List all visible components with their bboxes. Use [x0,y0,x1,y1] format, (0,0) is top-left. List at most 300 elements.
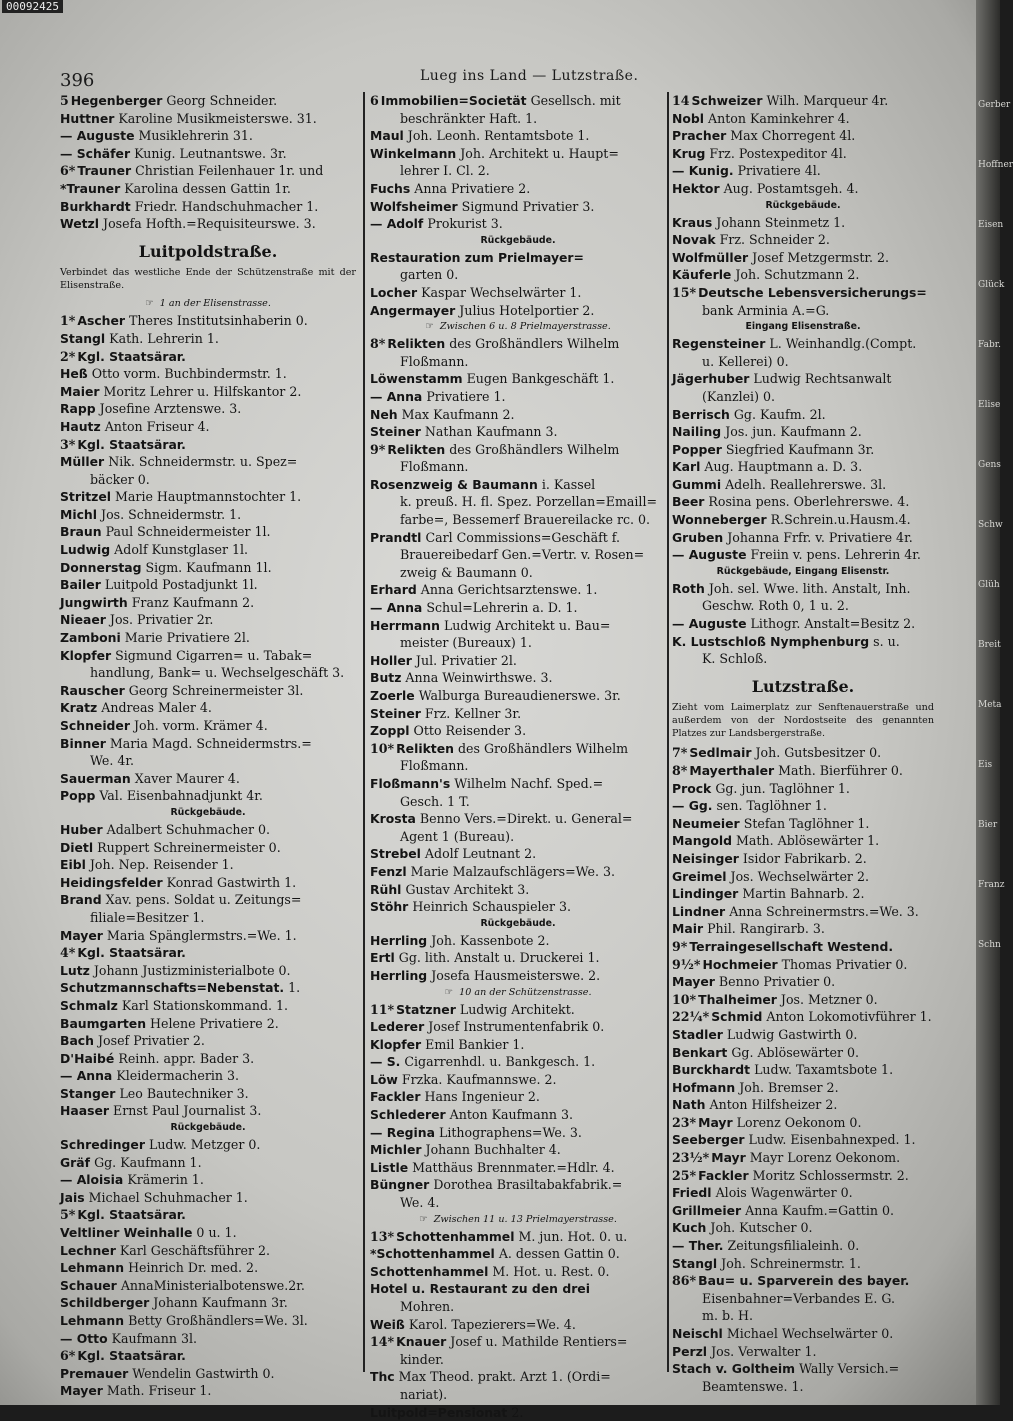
edge-fragment: Gens [978,460,1001,470]
entry-continuation: lehrer I. Cl. 2. [400,163,490,179]
directory-entry [370,932,666,950]
directory-entry [672,1219,934,1237]
entry-detail: Math. Bierführer 0. [778,763,903,778]
entry-name: Terraingesellschaft Westend. [689,938,894,954]
entry-continuation: Eisenbahner=Verbandes E. G. [702,1290,895,1306]
directory-entry [60,699,356,717]
entry-detail: Joh. Kassenbote 2. [431,932,550,948]
entry-name: Zoerle [370,688,415,703]
directory-entry [672,1079,934,1097]
directory-entry [370,284,666,302]
entry-name: Popper [672,441,722,457]
directory-entry [60,1347,356,1365]
entry-name: Stangl [60,330,106,346]
entry-detail: Joh. Leonh. Rentamtsbote 1. [407,128,590,144]
entry-name: Zamboni [60,630,121,646]
entry-detail: Wendelin Gastwirth 0. [132,1365,275,1381]
entry-detail: Georg Schneider. [166,93,278,108]
entry-name: Haaser [60,1103,109,1119]
entry-name: Pracher [672,128,727,144]
entry-name: Rosenzweig & Baumann [370,476,538,492]
adjacent-page-edge [976,0,1013,1405]
entry-name: Gruben [672,529,724,545]
entry-name: Schauer [60,1277,117,1293]
entry-name: Luitpold=Pensionat [370,1404,508,1420]
entry-detail: des Großhändlers Wilhelm [449,336,620,352]
location-hint-text: 10 an der Schützenstrasse. [459,986,592,998]
directory-entry [370,476,666,494]
entry-name: Schlederer [370,1107,446,1123]
entry-name: Locher [370,284,418,300]
entry-detail: Walburga Bureaudienerswe. 3r. [418,688,621,703]
directory-entry [370,845,666,863]
entry-detail: Nik. Schneidermstr. u. Spez= [108,454,298,470]
entry-detail: Johann Kaufmann 3r. [153,1295,288,1311]
street-description: Zieht vom Laimerplatz zur Senftenauerstraße und außerdem von der Nordostseite des genannten Platzes zur Landsbergerstraße. [672,702,934,740]
directory-entry [672,1167,934,1185]
building-subheading: Rückgebäude. [170,1122,246,1134]
entry-name: Lehmann [60,1313,125,1328]
entry-name: Nobl [672,110,704,126]
directory-entry [672,1202,934,1220]
entry-name: Mangold [672,833,733,849]
entry-name: Hautz [60,418,101,434]
entry-detail: Kunig. Leutnantswe. 3r. [134,145,287,161]
directory-entry [672,1360,934,1378]
entry-name: Schildberger [60,1295,150,1311]
entry-name: Prock [672,780,712,796]
entry-name: Knauer [396,1334,447,1350]
entry-name: Neh [370,406,398,422]
house-number: 15* [672,284,697,300]
entry-detail: Lithogr. Anstalt=Besitz 2. [750,616,916,632]
directory-entry [672,423,934,441]
entry-name: — Anna [370,600,423,616]
entry-name: Lindner [672,903,726,919]
entry-name: Lehmann [60,1260,125,1276]
entry-name: Schneider [60,718,130,733]
entry-detail: Joh. Schreinermstr. 1. [721,1255,861,1271]
entry-continuation: u. Kellerei) 0. [702,353,789,369]
house-number: 11* [370,1001,395,1017]
directory-entry [370,1316,666,1334]
entry-detail: Jos. Verwalter 1. [711,1343,817,1359]
entry-continuation: beschränkter Haft. 1. [400,110,538,126]
house-number: 14 [672,93,690,108]
entry-name: Restauration zum Prielmayer= [370,249,584,265]
directory-entry [672,797,934,815]
directory-entry [370,705,666,723]
entry-detail: Friedr. Handschuhmacher 1. [134,198,319,214]
entry-name: Rühl [370,881,402,897]
house-number: 3* [60,436,76,452]
entry-detail: AnnaMinisterialbotenswe.2r. [120,1277,305,1293]
entry-detail: Adalbert Schuhmacher 0. [106,821,271,837]
entry-detail: Michael Wechselwärter 0. [726,1326,894,1341]
entry-detail: Joh. Nep. Reisender 1. [89,857,234,873]
entry-name: Käuferle [672,267,732,283]
directory-entry [60,891,356,909]
entry-name: Friedl [672,1185,712,1201]
directory-entry [60,1224,356,1242]
entry-name: Donnerstag [60,559,142,575]
directory-entry [370,1088,666,1106]
entry-name: Lechner [60,1242,116,1258]
directory-entry [60,1102,356,1120]
entry-name: Maier [60,383,100,399]
entry-name: Wolfsheimer [370,198,458,214]
directory-entry [60,717,356,735]
entry-detail: Michael Schuhmacher 1. [88,1189,248,1205]
directory-entry [672,780,934,798]
entry-detail: Josefine Arztenswe. 3. [99,401,242,417]
entry-name: Maul [370,128,404,144]
entry-detail: Nathan Kaufmann 3. [424,424,558,440]
directory-entry [672,1255,934,1273]
entry-detail: Gg. lith. Anstalt u. Druckerei 1. [398,950,600,966]
directory-entry [370,687,666,705]
entry-name: Kratz [60,700,98,716]
column-1 [60,92,356,1400]
pointing-hand-icon: ☞ [444,986,454,998]
directory-entry [672,938,934,956]
directory-entry [60,127,356,145]
entry-detail: 1. [288,980,301,996]
entry-detail: Theres Institutsinhaberin 0. [129,313,308,329]
directory-entry [60,944,356,962]
directory-entry [60,348,356,366]
entry-name: Klopfer [370,1036,422,1052]
directory-entry [60,1277,356,1295]
entry-name: Relikten [387,336,446,352]
entry-name: Schutzmannschafts=Nebenstat. [60,980,285,996]
directory-entry [370,1018,666,1036]
entry-name: — Adolf [370,216,424,232]
building-subheading: Rückgebäude. [170,806,246,818]
house-number: 1* [60,313,76,329]
entry-name: Löwenstamm [370,371,463,387]
entry-detail: Xav. pens. Soldat u. Zeitungs= [105,892,302,908]
entry-detail: Ernst Paul Journalist 3. [113,1103,262,1119]
entry-continuation: Agent 1 (Bureau). [400,828,515,844]
entry-detail: Karl Stationskommand. 1. [121,997,289,1013]
directory-entry [60,821,356,839]
entry-continuation: Brauereibedarf Gen.=Vertr. v. Rosen= [400,547,645,563]
scan-id: 00092425 [2,0,63,13]
entry-continuation: k. preuß. H. fl. Spez. Porzellan=Emaill= [400,494,658,510]
entry-name: Schottenhammel [396,1228,515,1244]
directory-entry [60,979,356,997]
entry-name: Lindinger [672,886,739,902]
entry-name: Ertl [370,950,395,966]
entry-detail: Marie Privatiere 2l. [124,630,250,646]
directory-entry [672,511,934,529]
entry-detail: Eugen Bankgeschäft 1. [466,371,615,387]
entry-detail: Max Kaufmann 2. [401,406,515,422]
entry-detail: Musiklehrerin 31. [138,128,253,144]
entry-detail: Ludwig Architekt. [459,1001,575,1017]
directory-entry [672,1096,934,1114]
entry-detail: Kaspar Wechselwärter 1. [421,284,582,300]
entry-detail: Maria Magd. Schneidermstrs.= [109,735,312,751]
directory-entry [672,546,934,564]
entry-detail: Thomas Privatier 0. [781,956,908,972]
directory-entry [370,441,666,459]
entry-name: Prandtl [370,529,422,545]
entry-name: Hofmann [672,1079,736,1095]
entry-name: Steiner [370,424,421,440]
entry-name: Schredinger [60,1137,145,1153]
entry-detail: Helene Privatiere 2. [150,1015,279,1031]
directory-entry [60,180,356,198]
entry-detail: Matthäus Brennmater.=Hdlr. 4. [412,1159,615,1175]
entry-name: — Otto [60,1330,108,1346]
directory-entry [672,266,934,284]
entry-detail: Maria Spänglermstrs.=We. 1. [106,927,297,943]
entry-name: Butz [370,670,402,686]
entry-detail: Kath. Lehrerin 1. [109,330,219,346]
directory-entry [60,576,356,594]
building-subheading: Rückgebäude. [480,917,556,929]
directory-entry [672,231,934,249]
directory-entry [672,850,934,868]
entry-continuation: Floßmann. [400,758,469,774]
entry-detail: Hans Ingenieur 2. [424,1089,540,1105]
entry-name: — Auguste [672,616,747,632]
entry-detail: Isidor Fabrikarb. 2. [742,850,867,866]
directory-entry [672,335,934,353]
entry-detail: Anton Kaminkehrer 4. [708,110,850,126]
entry-name: Immobilien=Societät [380,93,527,108]
house-number: 10* [370,740,395,756]
house-number: 2* [60,348,76,364]
entry-name: Heidingsfelder [60,874,163,890]
entry-detail: des Großhändlers Wilhelm [457,740,629,756]
pointing-hand-icon: ☞ [145,298,154,310]
entry-detail: Frzka. Kaufmannswe. 2. [401,1071,557,1087]
directory-entry [370,881,666,899]
entry-name: Hochmeier [702,956,778,972]
house-number: 7* [672,745,688,761]
directory-entry [672,1272,934,1290]
entry-name: Seeberger [672,1132,745,1148]
entry-name: *Trauner [60,180,121,196]
directory-entry [672,1149,934,1167]
directory-entry [370,599,666,617]
entry-name: Wolfmüller [672,249,749,265]
entry-name: Hegenberger [70,93,163,108]
entry-name: Greimel [672,868,727,884]
directory-entry [60,365,356,383]
entry-name: — Auguste [672,547,747,563]
directory-entry [672,370,934,388]
directory-entry [672,973,934,991]
entry-name: Ascher [77,313,126,329]
directory-entry [370,1001,666,1019]
entry-name: Bailer [60,577,101,593]
entry-continuation: garten 0. [400,267,459,283]
directory-entry [60,997,356,1015]
entry-name: Müller [60,454,105,470]
entry-detail: A. dessen Gattin 0. [498,1246,620,1262]
directory-entry [370,370,666,388]
directory-entry [672,956,934,974]
directory-entry [60,735,356,753]
directory-entry [370,1141,666,1159]
directory-entry [672,991,934,1009]
directory-entry [370,406,666,424]
entry-name: Roth [672,580,705,596]
entry-name: Michler [370,1142,422,1158]
entry-name: Winkelmann [370,145,457,161]
entry-detail: Reinh. appr. Bader 3. [118,1050,255,1066]
directory-entry [370,722,666,740]
entry-detail: Frz. Postexpeditor 4l. [709,145,847,161]
entry-continuation: bäcker 0. [90,471,150,487]
entry-detail: Sigmund Cigarren= u. Tabak= [115,647,313,663]
entry-name: *Schottenhammel [370,1246,495,1262]
house-number: 6* [60,1348,76,1364]
entry-name: Nath [672,1097,706,1113]
entry-name: Fenzl [370,863,407,879]
directory-entry [60,506,356,524]
entry-name: Kgl. Staatsärar. [77,1348,186,1364]
directory-entry [672,284,934,302]
entry-name: Stöhr [370,899,409,915]
directory-entry [672,180,934,198]
directory-entry [60,1015,356,1033]
directory-entry [672,1044,934,1062]
directory-entry [60,1365,356,1383]
building-subheading: Eingang Elisenstraße. [745,321,861,333]
entry-name: Schottenhammel [370,1263,489,1279]
pointing-hand-icon: ☞ [419,1213,428,1225]
entry-name: K. Lustschloß Nymphenburg [672,633,870,649]
directory-entry [60,541,356,559]
directory-entry [60,1382,356,1400]
entry-detail: Johann Buchhalter 4. [425,1142,561,1158]
entry-name: — Ther. [672,1238,724,1254]
edge-fragment: Schn [978,940,1001,950]
entry-name: Jägerhuber [672,371,750,387]
directory-entry [672,145,934,163]
directory-entry [370,1263,666,1281]
entry-name: Karl [672,459,701,475]
entry-detail: Anton Friseur 4. [104,418,210,434]
entry-detail: Jos. Schneidermstr. 1. [101,506,242,522]
directory-entry [370,863,666,881]
entry-name: Mayr [711,1150,746,1166]
entry-name: Angermayer [370,302,456,318]
entry-detail: Anna Weinwirthswe. 3. [405,670,553,686]
edge-fragment: Meta [978,700,1002,710]
entry-name: Weiß [370,1316,405,1332]
entry-detail: Marie Hauptmannstochter 1. [115,489,302,505]
entry-detail: Xaver Maurer 4. [134,770,240,786]
entry-name: Wetzl [60,216,100,232]
edge-fragment: Bier [978,820,998,830]
directory-entry [60,330,356,348]
entry-detail: Ruppert Schreinermeister 0. [97,839,281,855]
entry-name: Rauscher [60,682,125,698]
directory-entry [60,856,356,874]
directory-entry [370,198,666,216]
directory-entry [370,1036,666,1054]
entry-name: Relikten [396,740,454,756]
entry-name: Huttner [60,110,115,126]
entry-name: — Aloisia [60,1172,124,1188]
entry-name: Büngner [370,1177,430,1193]
directory-entry [60,1085,356,1103]
entry-detail: Jos. Metzner 0. [780,991,878,1007]
edge-fragment: Franz [978,880,1005,890]
entry-name: Mayr [698,1114,733,1130]
entry-name: Stritzel [60,489,111,505]
entry-detail: Cigarrenhdl. u. Bankgesch. 1. [404,1054,596,1070]
entry-detail: Josef u. Mathilde Rentiers= [450,1334,628,1350]
directory-entry [60,682,356,700]
directory-entry [672,1237,934,1255]
entry-continuation: Beamtenswe. 1. [702,1378,804,1394]
entry-continuation: Mohren. [400,1299,455,1314]
directory-entry [370,669,666,687]
directory-entry [370,1159,666,1177]
entry-detail: Adolf Kunstglaser 1l. [114,542,249,558]
edge-fragment: Eis [978,760,993,770]
directory-entry [60,145,356,163]
entry-name: Veltliner Weinhalle [60,1225,193,1241]
entry-name: Statzner [396,1001,456,1017]
entry-name: Wonneberger [672,512,767,528]
directory-entry [672,214,934,232]
directory-entry [370,249,666,267]
entry-detail: Ludw. Taxamtsbote 1. [754,1062,894,1078]
directory-entry [672,1343,934,1361]
entry-detail: Krämerin 1. [127,1172,204,1188]
location-hint-text: Zwischen 11 u. 13 Prielmayerstrasse. [433,1213,617,1225]
entry-name: Stanger [60,1085,116,1101]
entry-name: Sauerman [60,770,131,786]
directory-entry [60,198,356,216]
entry-detail: Ludw. Eisenbahnexped. 1. [748,1132,916,1148]
entry-detail: Otto Reisender 3. [413,723,527,739]
entry-detail: Frz. Schneider 2. [719,232,830,248]
directory-entry [672,1008,934,1026]
entry-name: Popp [60,788,96,804]
entry-name: Gummi [672,476,722,492]
directory-entry [60,1136,356,1154]
pointing-hand-icon: ☞ [425,321,434,333]
entry-detail: 0 u. 1. [196,1225,237,1241]
entry-name: Zoppl [370,723,410,739]
entry-name: Brand [60,892,102,908]
directory-entry [60,839,356,857]
entry-detail: Julius Hotelportier 2. [459,302,595,318]
directory-entry [370,775,666,793]
directory-entry [370,302,666,320]
directory-entry [60,1206,356,1224]
entry-name: Nieaer [60,612,106,628]
entry-name: Mayerthaler [689,763,775,778]
directory-entry [672,1026,934,1044]
directory-entry [370,388,666,406]
entry-name: — Auguste [60,128,135,144]
entry-detail: Joh. Bremser 2. [739,1079,839,1095]
entry-name: Lutz [60,962,90,978]
house-number: 86* [672,1273,697,1289]
directory-entry [370,1228,666,1246]
directory-entry [672,615,934,633]
